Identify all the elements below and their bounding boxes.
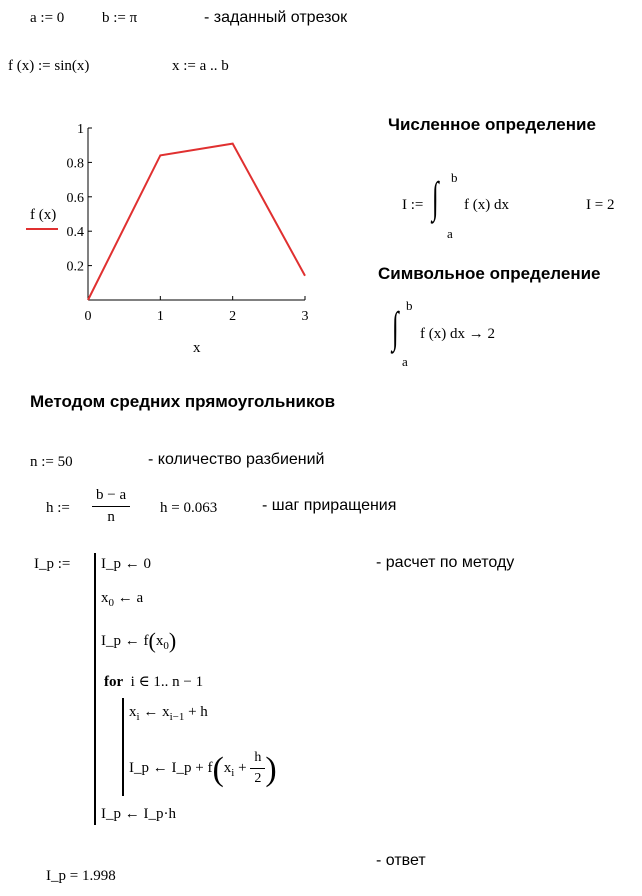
h-lhs: h :=: [46, 500, 70, 516]
plot-x-label: x: [193, 340, 201, 356]
answer-comment: - ответ: [376, 852, 426, 869]
symbolic-heading: Символьное определение: [378, 264, 601, 283]
h-comment: - шаг приращения: [262, 497, 397, 514]
h-numerator: b − a: [92, 487, 130, 507]
series-line: [88, 144, 305, 300]
symbolic-integral-sign: ∫: [392, 303, 399, 352]
n-comment: - количество разбиений: [148, 451, 325, 468]
x-tick-label: 0: [84, 309, 92, 324]
program-bar: [94, 553, 96, 825]
x-tick-label: 1: [156, 309, 164, 324]
prog-line-3: I_p ← $f(x_0)$: [101, 628, 177, 653]
def-a: a := 0: [30, 10, 65, 26]
numeric-upper: b: [451, 170, 458, 185]
h-fraction: [92, 487, 130, 526]
symbolic-upper: b: [406, 298, 413, 313]
prog-inner-1: $x_i$ ← $x_{i-1} + h$: [129, 704, 208, 723]
numeric-lhs: I :=: [402, 197, 424, 213]
prog-for-line: for i ∈ 1.. n − 1: [104, 674, 204, 690]
h-value: h = 0.063: [160, 500, 218, 516]
def-b: b := π: [102, 10, 138, 26]
n-def: n := 50: [30, 454, 73, 470]
y-tick-label: 0.8: [66, 156, 84, 172]
prog-inner-2: I_p ← I_p + $f(x_i$ + $\frac{h}{2}$ ): [129, 750, 277, 788]
y-tick-label: 0.2: [66, 259, 84, 275]
y-tick-label: 0.6: [66, 190, 84, 206]
method-heading: Методом средних прямоугольников: [30, 392, 336, 411]
plot-y-label: f (x): [30, 207, 57, 223]
h-denominator: n: [107, 509, 115, 525]
numeric-integrand: f (x) dx: [464, 197, 509, 213]
interval-comment: - заданный отрезок: [204, 9, 348, 26]
for-body-bar: [122, 698, 124, 796]
program-lhs: I_p :=: [34, 556, 71, 572]
integral-sign: ∫: [432, 173, 439, 222]
prog-last-line: I_p ← I_p·h: [101, 806, 176, 822]
def-f: f (x) := sin(x): [8, 58, 90, 74]
symbolic-lower: a: [402, 354, 408, 369]
y-tick-label: 1: [77, 122, 84, 137]
answer: I_p = 1.998: [46, 868, 116, 884]
prog-line-1: I_p ← 0: [101, 556, 151, 572]
numeric-result: I = 2: [586, 197, 615, 213]
x-tick-label: 2: [229, 309, 237, 324]
numeric-lower: a: [447, 226, 453, 241]
sin-plot: [0, 112, 330, 362]
def-x: x := a .. b: [172, 58, 229, 74]
x-tick-label: 3: [301, 309, 309, 324]
numeric-heading: Численное определение: [388, 115, 596, 134]
y-tick-label: 0.4: [66, 225, 84, 241]
symbolic-expr: f (x) dx → 2: [420, 326, 495, 342]
program-comment: - расчет по методу: [376, 554, 515, 571]
prog-line-2: $x_0$ ← a: [101, 590, 144, 609]
